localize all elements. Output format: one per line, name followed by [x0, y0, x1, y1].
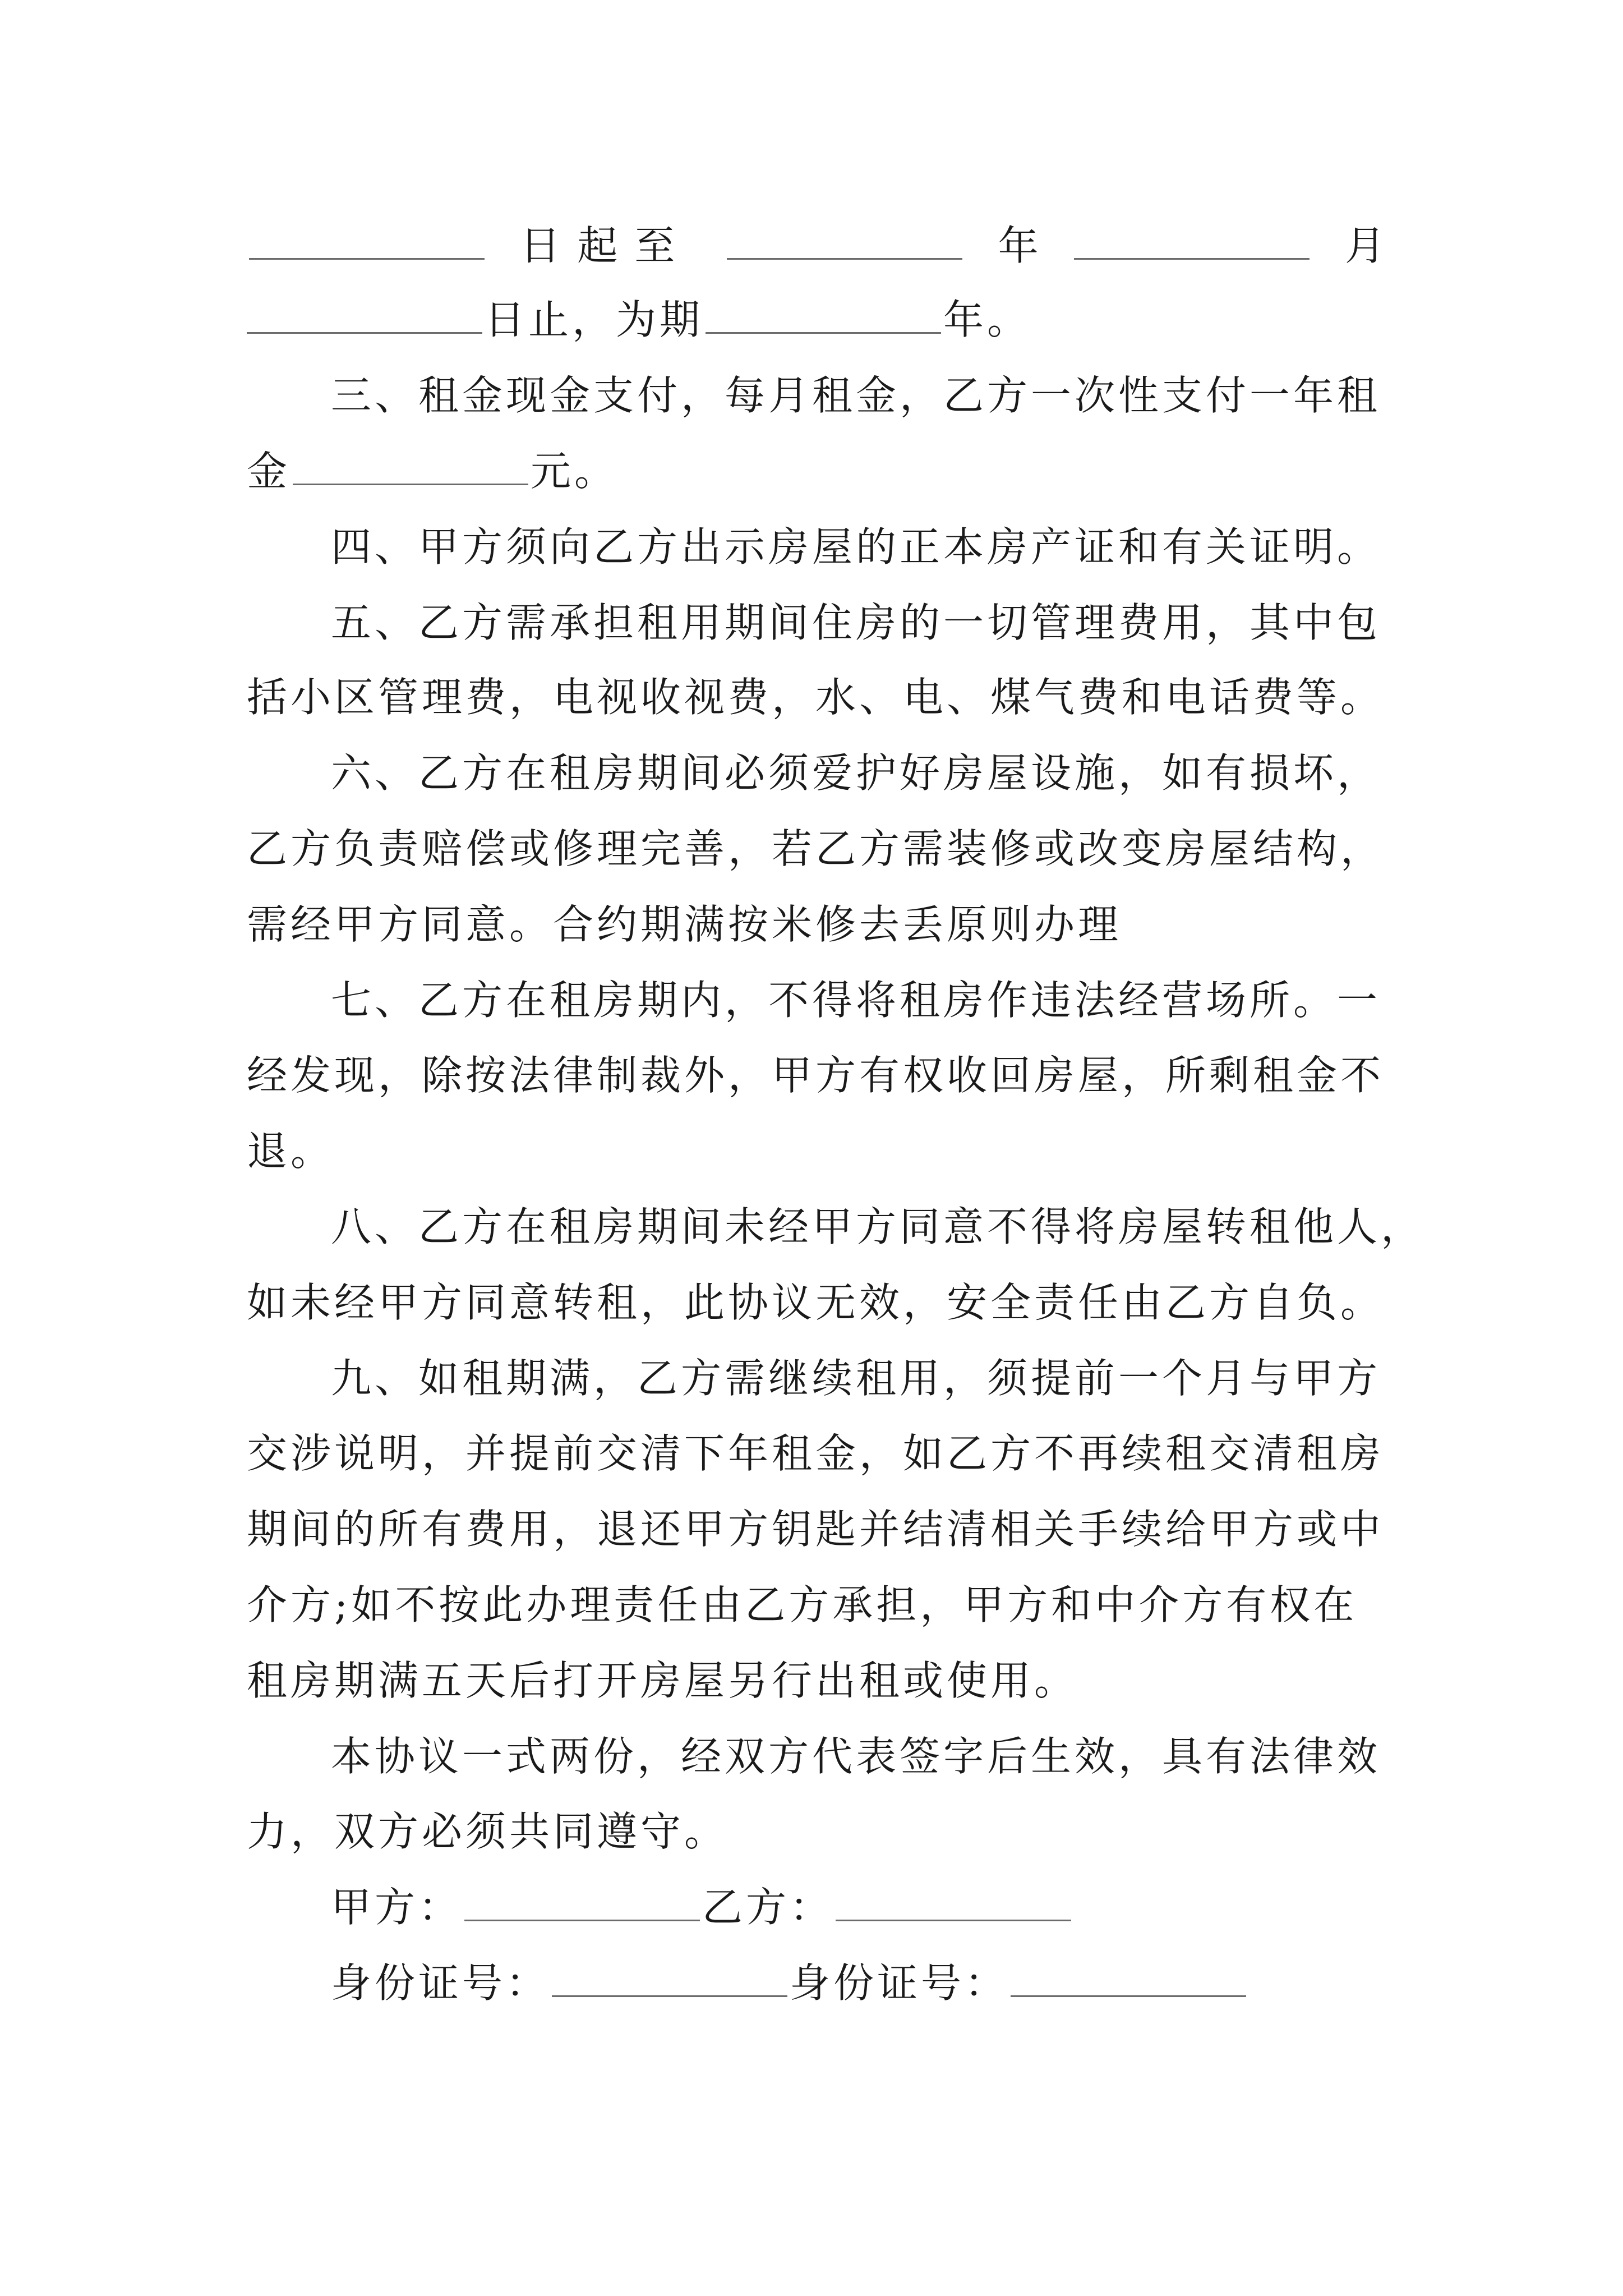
id-label-a: 身份证号：	[331, 1959, 550, 2007]
rent-suffix: 元。	[531, 448, 619, 495]
year-label: 年	[998, 222, 1039, 269]
blank-party-a	[464, 1879, 700, 1921]
blank-end-month	[1074, 218, 1310, 260]
month-label: 月	[1344, 222, 1385, 269]
clause-9-line-4: 介方;如不按此办理责任由乙方承担，甲方和中介方有权在	[247, 1581, 1358, 1628]
rent-prefix: 金	[247, 448, 291, 495]
blank-party-b	[836, 1879, 1071, 1921]
blank-start-day	[249, 218, 485, 260]
clause-8-line-1: 八、乙方在租房期间未经甲方同意不得将房屋转租他人，	[331, 1203, 1425, 1250]
clause-3-line-2	[247, 443, 1385, 499]
blank-rent-amount	[293, 443, 528, 485]
blank-years	[706, 292, 941, 334]
from-day-label: 日起至	[520, 222, 692, 269]
clause-4: 四、甲方须向乙方出示房屋的正本房产证和有关证明。	[331, 523, 1381, 570]
blank-id-a	[552, 1955, 787, 1997]
until-day-label: 日止，为期	[485, 296, 704, 343]
clause-5-line-2: 括小区管理费，电视收视费，水、电、煤气费和电话费等。	[247, 674, 1385, 721]
closing-line-2: 力，双方必须共同遵守。	[247, 1808, 728, 1855]
id-number-line	[247, 1955, 1385, 2011]
party-b-label: 乙方：	[702, 1884, 834, 1931]
clause-9-line-5: 租房期满五天后打开房屋另行出租或使用。	[247, 1657, 1078, 1704]
clause-8-line-2: 如未经甲方同意转租，此协议无效，安全责任由乙方自负。	[247, 1279, 1385, 1326]
clause-9-line-2: 交涉说明，并提前交清下年租金，如乙方不再续租交清租房	[247, 1430, 1385, 1477]
party-a-label: 甲方：	[331, 1884, 463, 1931]
clause-9-line-3: 期间的所有费用，退还甲方钥匙并结清相关手续给甲方或中	[247, 1506, 1385, 1553]
id-label-b: 身份证号：	[790, 1959, 1009, 2007]
clause-5-line-1: 五、乙方需承担租用期间住房的一切管理费用，其中包	[331, 599, 1381, 646]
clause-7-line-2: 经发现，除按法律制裁外，甲方有权收回房屋，所剩租金不	[247, 1052, 1385, 1099]
clause-6-line-2: 乙方负责赔偿或修理完善，若乙方需装修或改变房屋结构，	[247, 825, 1385, 872]
clause-6-line-3: 需经甲方同意。合约期满按米修去丢原则办理	[247, 901, 1122, 948]
signature-line	[247, 1879, 1385, 1935]
closing-line-1: 本协议一式两份，经双方代表签字后生效，具有法律效	[331, 1733, 1381, 1780]
clause-9-line-1: 九、如租期满，乙方需继续租用，须提前一个月与甲方	[331, 1355, 1381, 1402]
blank-end-year	[727, 218, 962, 260]
clause-7-line-3: 退。	[247, 1128, 335, 1175]
date-until-line	[247, 292, 1385, 348]
years-label: 年。	[943, 296, 1031, 343]
clause-7-line-1: 七、乙方在租房期内，不得将租房作违法经营场所。一	[331, 977, 1381, 1024]
blank-end-day	[247, 292, 482, 334]
blank-id-b	[1011, 1955, 1246, 1997]
date-range-line	[247, 218, 1385, 274]
clause-3-line-1: 三、租金现金支付，每月租金，乙方一次性支付一年租	[331, 372, 1381, 419]
clause-6-line-1: 六、乙方在租房期间必须爱护好房屋设施，如有损坏，	[331, 749, 1381, 797]
